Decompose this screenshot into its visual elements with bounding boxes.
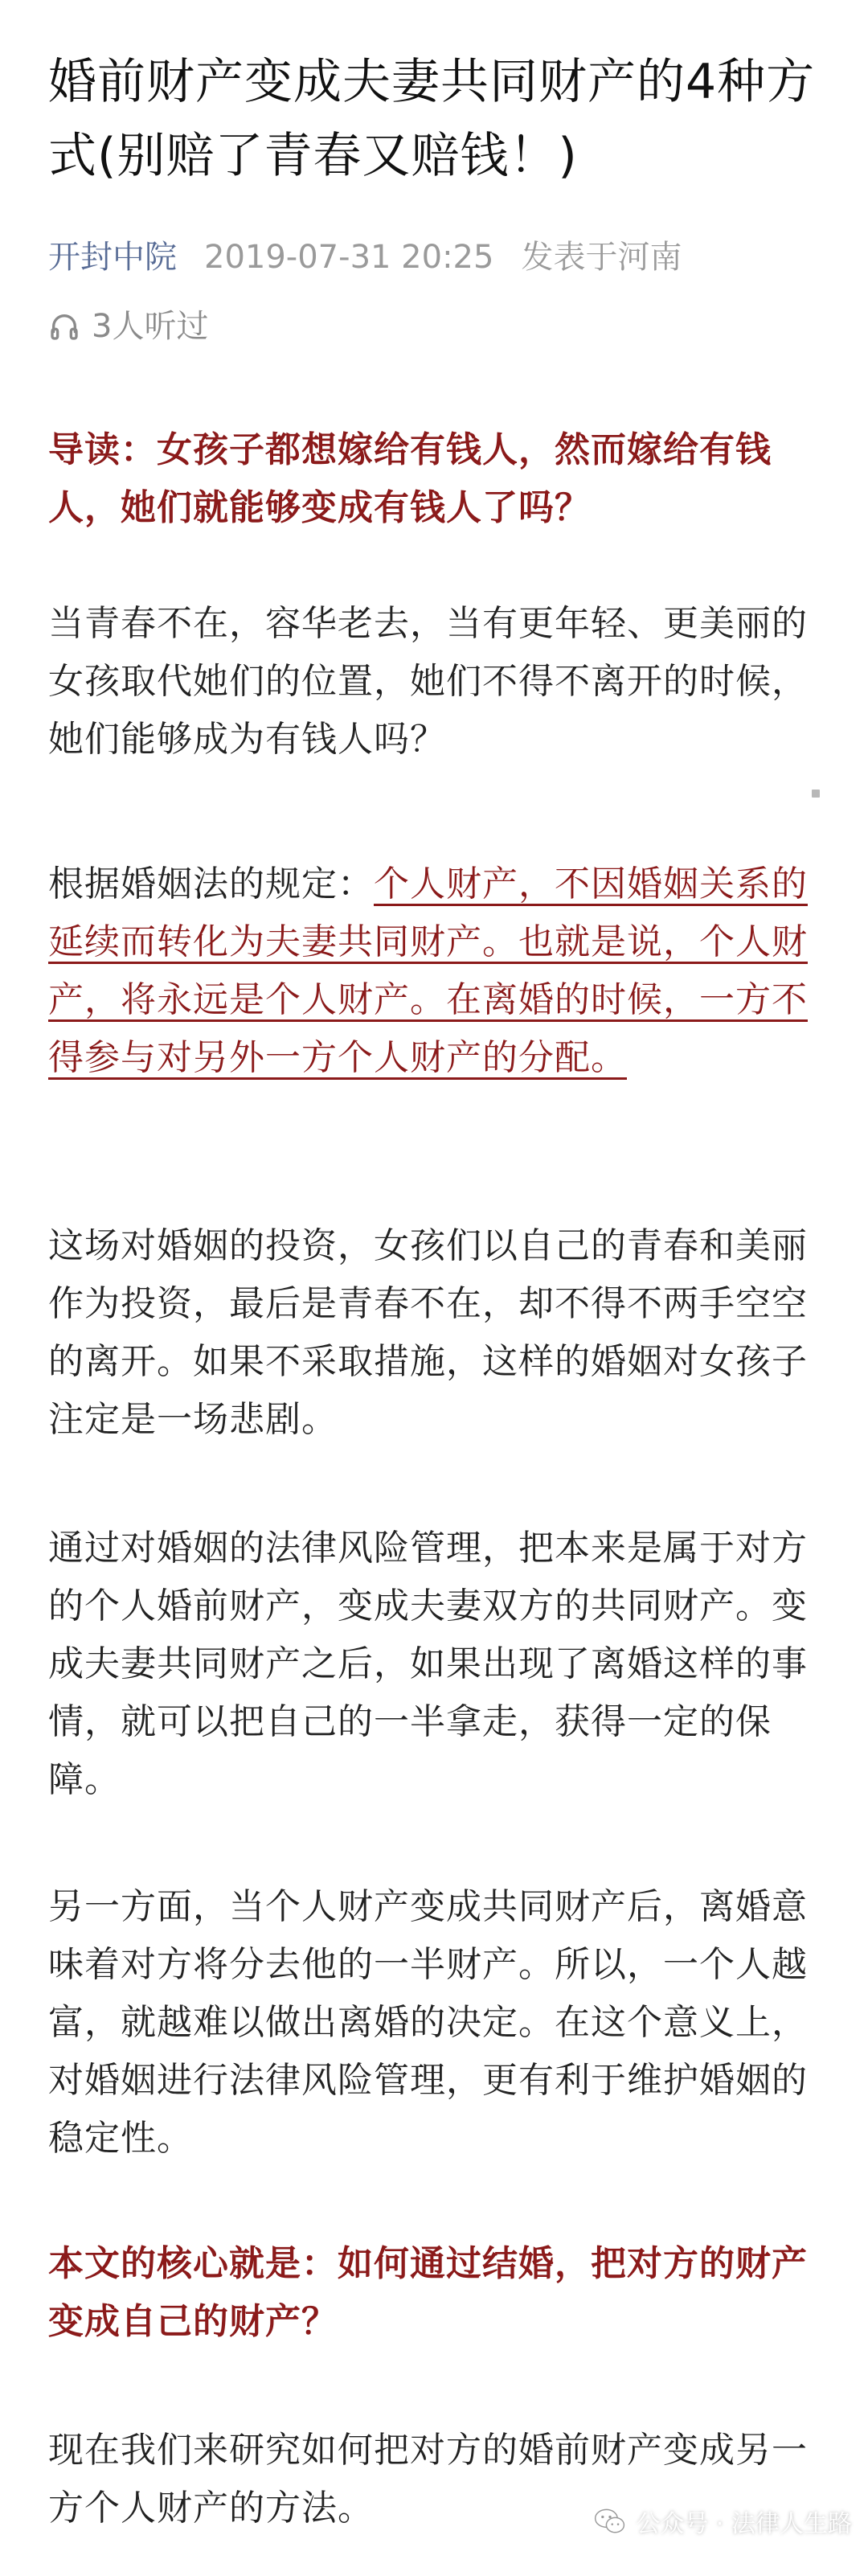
scroll-indicator[interactable]: [812, 790, 820, 798]
publish-date: 2019-07-31 20:25: [204, 239, 494, 276]
article-meta: [48, 233, 682, 281]
paragraph-2: [48, 855, 825, 1087]
headphones-icon: [48, 310, 80, 343]
core-question: 本文的核心就是：如何通过结婚，把对方的财产变成自己的财产？: [48, 2243, 808, 2342]
listen-info[interactable]: [48, 304, 208, 349]
paragraph-3: 这场对婚姻的投资，女孩们以自己的青春和美丽作为投资，最后是青春不在，却不得不两手空空的离开。如果不采取措施，这样的婚姻对女孩子注定是一场悲剧。: [48, 1225, 808, 1440]
paragraph-6: 现在我们来研究如何把对方的婚前财产变成另一方个人财产的方法。: [48, 2430, 808, 2529]
listen-count: 3人听过: [92, 308, 209, 345]
wechat-icon: [592, 2504, 628, 2539]
publish-location: 发表于河南: [521, 239, 682, 276]
watermark: [592, 2499, 852, 2544]
intro-paragraph: 导读：女孩子都想嫁给有钱人，然而嫁给有钱人，她们就能够变成有钱人了吗？: [48, 429, 772, 528]
article-title: 婚前财产变成夫妻共同财产的4种方式(别赔了青春又赔钱！): [48, 54, 816, 184]
paragraph-5: 另一方面，当个人财产变成共同财产后，离婚意味着对方将分去他的一半财产。所以，一个人越富，就越难以做出离婚的决定。在这个意义上，对婚姻进行法律风险管理，更有利于维护婚姻的稳定性。: [48, 1886, 808, 2159]
author-link[interactable]: 开封中院: [48, 239, 177, 276]
paragraph-1: 当青春不在，容华老去，当有更年轻、更美丽的女孩取代她们的位置，她们不得不离开的时候，她们能够成为有钱人吗？: [48, 603, 808, 760]
paragraph-4: 通过对婚姻的法律风险管理，把本来是属于对方的个人婚前财产，变成夫妻双方的共同财产。变成夫妻共同财产之后，如果出现了离婚这样的事情，就可以把自己的一半拿走，获得一定的保障。: [48, 1528, 808, 1800]
paragraph-2-prefix: 根据婚姻法的规定：: [48, 863, 374, 904]
highlighted-law-text: 个人财产，不因婚姻关系的延续而转化为夫妻共同财产。也就是说，个人财产，将永远是个人财产。在离婚的时候，一方不得参与对另外一方个人财产的分配。: [48, 863, 808, 1078]
watermark-text: 公众号 · 法律人生路: [636, 2510, 852, 2538]
